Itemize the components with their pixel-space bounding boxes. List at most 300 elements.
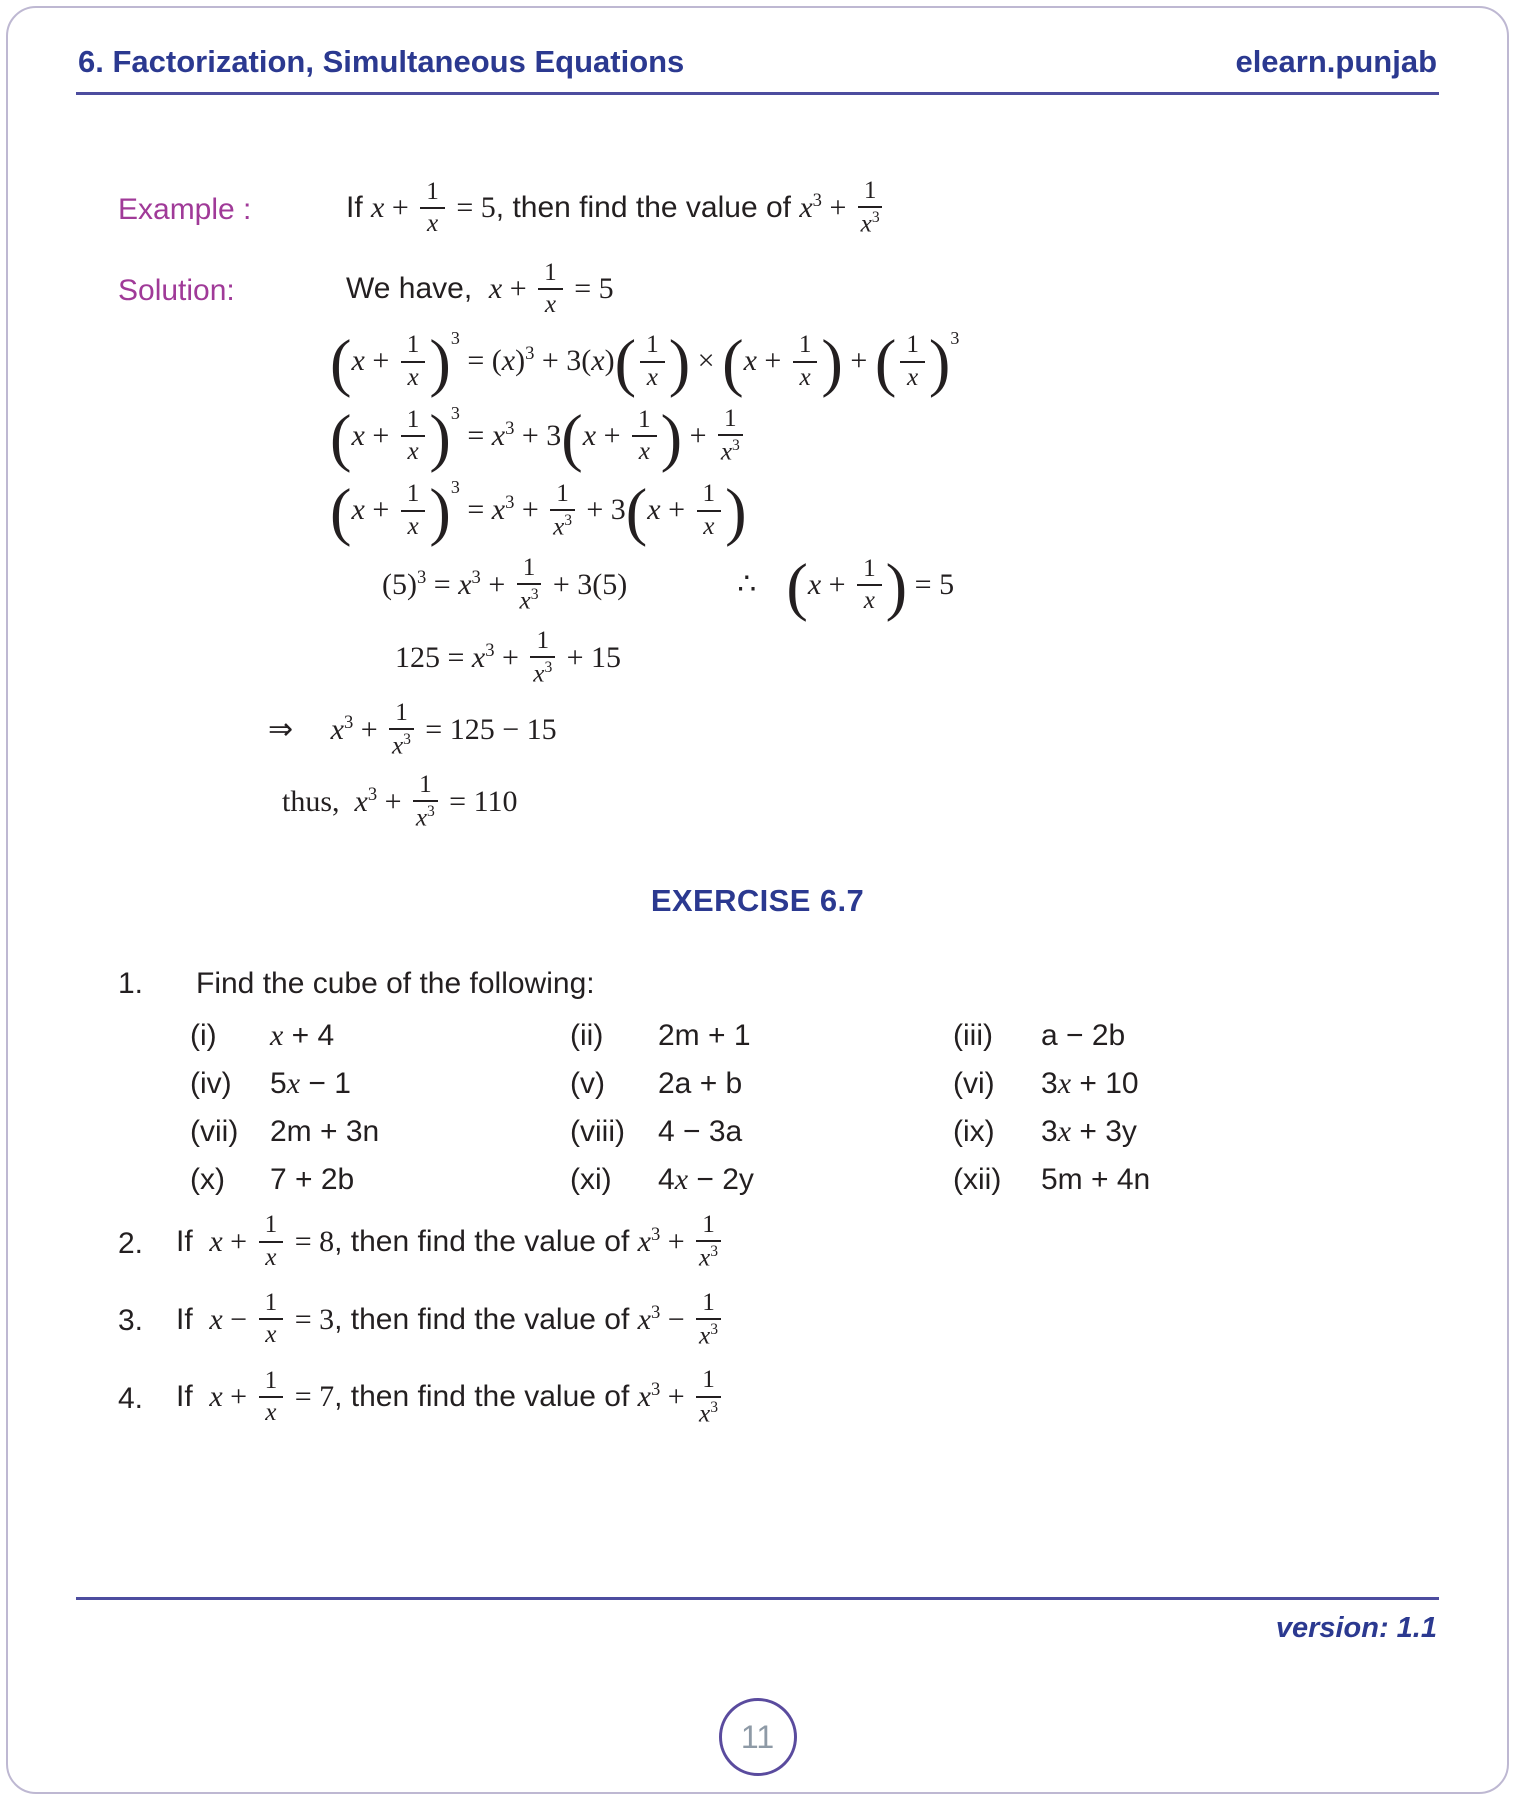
example-row	[118, 179, 1515, 241]
fraction	[259, 1211, 284, 1271]
group-content	[582, 405, 661, 468]
left-paren: (	[330, 401, 352, 473]
right-paren: )	[668, 327, 691, 399]
numerator	[413, 771, 438, 802]
math-run: 1	[702, 1366, 715, 1394]
variable: x	[351, 418, 365, 452]
math-expression	[268, 701, 557, 763]
text-run: − 1	[300, 1066, 351, 1100]
fraction	[413, 771, 438, 833]
variable: x	[743, 344, 757, 378]
derivation-step-3	[330, 476, 1515, 548]
math-expression	[270, 1163, 354, 1196]
item-expression	[270, 1067, 570, 1101]
fraction	[697, 480, 722, 540]
item-label-v: (v)	[570, 1066, 605, 1100]
left-paren: (	[330, 327, 352, 399]
parenthesized-group	[625, 476, 747, 548]
variable: x	[458, 567, 472, 601]
math-expression	[346, 177, 886, 238]
math-expression	[330, 327, 960, 399]
version-label: version: 1.1	[1275, 1612, 1437, 1644]
item-label-vii: (vii)	[190, 1114, 239, 1148]
example-statement	[346, 179, 886, 241]
text-run: 2m + 3n	[270, 1114, 380, 1148]
math-run: 1	[798, 331, 812, 359]
exponent: 3	[367, 783, 378, 805]
math-run: 1	[522, 554, 536, 582]
denominator	[407, 512, 418, 541]
right-paren: )	[928, 327, 951, 399]
right-paren: )	[429, 476, 451, 548]
math-run: 1	[702, 480, 716, 508]
group-content	[636, 333, 669, 393]
denominator	[265, 1398, 276, 1427]
exponent: 3	[812, 189, 822, 211]
question-1-number: 1.	[118, 966, 144, 1000]
text-run: 3	[1041, 1114, 1058, 1148]
numerator	[401, 406, 426, 437]
left-paren: (	[614, 327, 637, 399]
math-run: 1	[544, 258, 557, 286]
parenthesized-group	[874, 327, 960, 399]
item-label-viii: (viii)	[570, 1114, 625, 1148]
math-run: = (	[459, 344, 502, 378]
numerator	[718, 405, 743, 436]
derivation-step-2	[330, 401, 1515, 473]
group-exponent: 3	[450, 402, 460, 423]
variable: x	[354, 784, 368, 818]
item-expression	[658, 1115, 953, 1149]
example-label: Example :	[118, 192, 252, 226]
math-run: = 5	[566, 271, 614, 305]
derivation-steps	[0, 327, 1515, 834]
item-expression	[1041, 1115, 1515, 1149]
text-run: 2a + b	[658, 1066, 743, 1100]
math-run: +	[596, 418, 629, 452]
fraction	[793, 331, 818, 391]
math-run: +	[222, 1380, 255, 1414]
left-paren: (	[722, 327, 744, 399]
example-section	[0, 179, 1515, 321]
variable: x	[646, 363, 658, 391]
math-run: 1	[646, 331, 659, 359]
math-run: −	[660, 1302, 693, 1336]
math-run: 1	[906, 331, 919, 359]
math-run: 1	[264, 1367, 278, 1395]
numerator	[259, 1367, 284, 1398]
brand-label: elearn.punjab	[1235, 44, 1437, 79]
item-label-i: (i)	[190, 1018, 217, 1052]
variable: x	[638, 438, 650, 466]
math-run: +	[821, 567, 854, 601]
math-run: +	[660, 1224, 693, 1258]
variable: x	[799, 190, 813, 224]
parenthesized-group	[722, 327, 843, 399]
math-run: +	[821, 190, 854, 224]
item-expression	[1041, 1163, 1515, 1197]
group-content	[744, 333, 822, 393]
group-content	[351, 405, 429, 468]
exponent: 3	[343, 711, 354, 733]
math-run: +	[364, 418, 397, 452]
derivation-step-7	[282, 770, 1515, 835]
math-run: +	[660, 493, 693, 527]
variable: x	[407, 363, 419, 391]
math-run: = 3	[287, 1302, 335, 1336]
variable: x	[209, 1224, 223, 1258]
math-run: 1	[264, 1211, 278, 1239]
exponent: 3	[525, 343, 535, 365]
question-row-2	[118, 1210, 1515, 1275]
exponent: 3	[732, 437, 740, 455]
numerator	[697, 480, 722, 511]
numerator	[389, 699, 414, 730]
parenthesized-group	[786, 550, 908, 622]
math-expression	[1041, 1067, 1139, 1100]
solution-label: Solution:	[118, 274, 235, 308]
math-run: 1	[556, 479, 569, 507]
numerator	[550, 480, 575, 511]
variable: x	[351, 493, 365, 527]
numerator	[696, 1289, 721, 1320]
exponent: 3	[471, 566, 481, 588]
variable: x	[1057, 1066, 1072, 1100]
variable: x	[265, 1243, 277, 1271]
math-run: 1	[863, 554, 876, 582]
denominator	[699, 1398, 718, 1429]
denominator	[265, 1243, 276, 1272]
denominator	[699, 1320, 718, 1351]
variable: x	[582, 418, 597, 452]
variable: x	[426, 209, 439, 237]
right-paren: )	[429, 327, 451, 399]
variable: x	[491, 493, 506, 527]
text-run: 5	[270, 1066, 287, 1100]
variable: x	[807, 567, 822, 601]
denominator	[800, 363, 811, 392]
variable: x	[471, 641, 486, 675]
text-run: If	[176, 1380, 210, 1414]
group-content	[807, 554, 886, 617]
text-run: We have,	[346, 271, 489, 305]
math-expression	[1041, 1115, 1137, 1148]
item-label-xi: (xi)	[570, 1162, 612, 1196]
math-run: +	[480, 567, 513, 601]
variable: x	[209, 1380, 223, 1414]
variable: x	[907, 363, 919, 391]
group-content	[896, 333, 929, 393]
variable: x	[703, 512, 715, 540]
math-expression	[176, 1368, 725, 1430]
text-run: 3	[1041, 1066, 1058, 1100]
numerator	[538, 259, 563, 290]
exponent: 3	[505, 417, 515, 439]
exponent: 3	[650, 1223, 661, 1245]
variable: x	[863, 587, 875, 615]
exponent: 3	[871, 209, 880, 227]
fraction	[718, 405, 743, 467]
item-expression	[270, 1115, 570, 1149]
numerator	[420, 178, 445, 209]
math-run: +	[353, 712, 386, 746]
math-expression	[270, 1067, 351, 1100]
variable: x	[407, 438, 419, 466]
numerator	[857, 555, 882, 586]
math-run: +	[377, 784, 410, 818]
variable: x	[699, 1400, 711, 1428]
math-run: +	[514, 493, 547, 527]
item-label-ii: (ii)	[570, 1018, 604, 1052]
exercise-title: EXERCISE 6.7	[650, 882, 865, 918]
denominator	[545, 290, 556, 319]
denominator	[520, 585, 539, 616]
fraction	[259, 1367, 284, 1427]
denominator	[864, 586, 875, 615]
denominator	[553, 511, 572, 542]
variable: x	[330, 712, 344, 746]
variable: x	[519, 587, 531, 615]
solution-row	[118, 258, 1515, 321]
denominator	[861, 208, 880, 239]
variable: x	[799, 363, 811, 391]
math-expression	[382, 556, 627, 618]
group-content	[647, 482, 725, 542]
denominator	[639, 437, 650, 466]
numerator	[401, 480, 426, 511]
parenthesized-group	[330, 401, 460, 473]
math-run: = 8	[287, 1224, 335, 1258]
text-run: + 10	[1071, 1066, 1139, 1100]
math-run: 1	[702, 1288, 715, 1316]
item-expression	[1041, 1067, 1515, 1101]
math-expression	[270, 1019, 334, 1052]
variable: x	[720, 438, 732, 466]
numerator	[793, 331, 818, 362]
math-run: +	[502, 271, 535, 305]
text-run: a − 2b	[1041, 1018, 1126, 1052]
variable: x	[501, 344, 516, 378]
math-run: + 3	[514, 418, 562, 452]
variable: x	[209, 1302, 223, 1336]
fraction	[517, 554, 542, 616]
fraction	[858, 177, 883, 239]
left-paren: (	[625, 476, 648, 548]
derivation-step-5	[395, 629, 1515, 691]
fraction	[696, 1366, 721, 1428]
item-label-iv: (iv)	[190, 1066, 232, 1100]
variable: x	[647, 493, 661, 527]
group-exponent: 3	[450, 328, 460, 349]
exponent: 3	[416, 566, 427, 588]
math-run: +	[682, 418, 715, 452]
math-run: 1	[638, 405, 651, 433]
parenthesized-group	[330, 327, 460, 399]
math-expression	[658, 1019, 751, 1052]
left-paren: (	[561, 401, 583, 473]
question-1-row	[118, 967, 1515, 1001]
math-run: 1	[395, 699, 408, 727]
math-run: +	[364, 344, 397, 378]
numerator	[900, 331, 925, 362]
variable: x	[351, 344, 365, 378]
math-run: +	[364, 493, 397, 527]
header-rule	[76, 92, 1439, 95]
math-run: +	[222, 1224, 255, 1258]
variable: x	[637, 1380, 651, 1414]
denominator	[703, 512, 714, 541]
math-expression	[658, 1163, 754, 1196]
variable: x	[637, 1224, 651, 1258]
right-paren: )	[885, 550, 908, 622]
variable: x	[407, 512, 419, 540]
numerator	[517, 554, 542, 585]
exponent: 3	[710, 1242, 718, 1260]
denominator	[416, 802, 435, 833]
math-expression	[270, 1115, 379, 1148]
text-run: If	[176, 1224, 210, 1258]
math-run: = 5	[907, 567, 955, 601]
math-run: = 110	[441, 784, 518, 818]
left-paren: (	[874, 327, 897, 399]
right-paren: )	[429, 401, 451, 473]
variable: x	[1057, 1114, 1072, 1148]
exponent: 3	[485, 640, 495, 662]
variable: x	[699, 1244, 711, 1272]
variable: x	[286, 1066, 301, 1100]
math-expression	[395, 629, 621, 691]
exponent: 3	[710, 1398, 718, 1416]
exponent: 3	[650, 1379, 661, 1401]
math-run: =	[426, 567, 459, 601]
right-paren: )	[821, 327, 843, 399]
math-expression	[658, 1115, 742, 1148]
item-label-xii: (xii)	[953, 1162, 1002, 1196]
math-run: 1	[419, 770, 432, 798]
text-run: If	[176, 1302, 210, 1336]
math-run: 1	[426, 177, 439, 205]
fraction	[696, 1289, 721, 1351]
variable: x	[265, 1321, 277, 1349]
fraction	[401, 480, 426, 540]
exponent: 3	[544, 659, 553, 677]
text-run: , then find the value of	[334, 1302, 638, 1336]
math-expression	[1041, 1019, 1125, 1052]
text-run: + 4	[283, 1018, 335, 1052]
variable: x	[699, 1322, 711, 1350]
item-expression	[658, 1019, 953, 1053]
math-run: +	[494, 641, 527, 675]
math-run: ⇒	[268, 712, 331, 746]
variable: x	[533, 660, 545, 688]
exponent: 3	[564, 511, 573, 529]
variable: x	[415, 804, 428, 832]
variable: x	[544, 291, 556, 319]
math-expression	[346, 258, 614, 319]
derivation-step-6	[268, 701, 1515, 763]
numerator	[401, 331, 426, 362]
fraction	[538, 259, 563, 319]
parenthesized-group	[561, 401, 683, 473]
page-number: 11	[740, 1718, 775, 1755]
math-run: 1	[863, 177, 877, 204]
fraction	[696, 1211, 721, 1273]
item-label-x: (x)	[190, 1162, 225, 1196]
denominator	[533, 658, 552, 689]
item-label-vi: (vi)	[953, 1066, 995, 1100]
math-run: )	[515, 344, 526, 378]
fraction	[259, 1289, 284, 1349]
numerator	[640, 331, 665, 362]
item-label-ix: (ix)	[953, 1114, 995, 1148]
exponent: 3	[403, 731, 411, 749]
denominator	[721, 436, 740, 467]
text-run: − 2y	[688, 1162, 754, 1196]
exponent: 3	[530, 586, 539, 604]
math-expression	[176, 1288, 725, 1353]
fraction	[640, 331, 665, 391]
text-run: + 3y	[1071, 1114, 1137, 1148]
exponent: 3	[650, 1301, 661, 1323]
question-row-4	[118, 1368, 1515, 1430]
exponent: 3	[505, 492, 515, 514]
variable: x	[391, 732, 404, 760]
variable: x	[591, 344, 605, 378]
math-run: +	[384, 190, 417, 224]
fraction	[900, 331, 925, 391]
cube-items-grid	[190, 1019, 1515, 1197]
math-run: 1	[406, 405, 420, 433]
denominator	[392, 730, 411, 761]
variable: x	[674, 1162, 689, 1196]
item-label-iii: (iii)	[953, 1018, 993, 1052]
exponent: 3	[710, 1320, 718, 1338]
math-expression	[737, 550, 955, 622]
text-run: 4 − 3a	[658, 1114, 743, 1148]
math-run: ∴	[737, 567, 787, 601]
math-expression	[1041, 1163, 1150, 1196]
numerator	[696, 1366, 721, 1397]
math-run: = 5	[448, 190, 496, 224]
denominator	[699, 1242, 718, 1273]
question-1-text: Find the cube of the following:	[196, 966, 595, 1000]
math-run: 1	[724, 405, 737, 433]
math-run: )	[604, 344, 615, 378]
math-expression	[282, 770, 518, 835]
numerator	[696, 1211, 721, 1242]
derivation-step-4	[382, 550, 1515, 622]
math-run: + 3(5)	[545, 567, 628, 601]
math-run: =	[459, 493, 492, 527]
math-run: 125 =	[395, 641, 472, 675]
text-run: 5m + 4n	[1041, 1162, 1151, 1196]
variable: x	[637, 1302, 651, 1336]
fraction	[530, 627, 555, 689]
item-expression	[270, 1019, 570, 1053]
text-run: 2m + 1	[658, 1018, 751, 1052]
question-number: 2.	[118, 1226, 144, 1260]
group-exponent: 3	[950, 328, 960, 349]
math-run: thus,	[282, 784, 355, 818]
math-run: 1	[406, 331, 420, 359]
numerator	[259, 1211, 284, 1242]
math-run: 1	[264, 1289, 278, 1317]
fraction	[857, 555, 882, 615]
math-run: + 15	[559, 641, 621, 675]
variable: x	[491, 418, 506, 452]
math-run: −	[222, 1302, 255, 1336]
fraction	[550, 480, 575, 542]
